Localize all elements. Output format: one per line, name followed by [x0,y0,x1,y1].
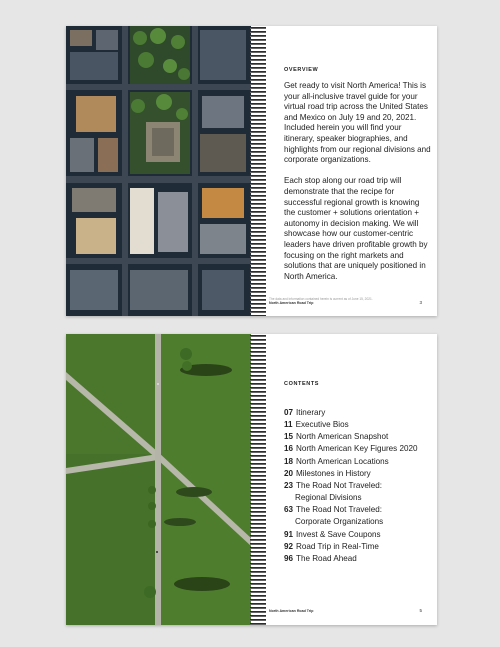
toc-title: Road Trip in Real-Time [296,541,379,551]
toc-entry [284,431,417,443]
page-number: 5 [419,608,422,613]
toc-title: North American Snapshot [296,432,389,442]
toc-page-number: 11 [284,420,293,430]
toc-page-number: 91 [284,529,294,539]
table-of-contents [284,407,417,565]
overview-heading: OVERVIEW [284,67,319,73]
toc-page-number: 18 [284,456,294,466]
toc-page-number: 92 [284,541,294,551]
toc-title: Invest & Save Coupons [296,529,381,539]
overview-body [284,81,432,293]
toc-entry [284,529,417,541]
toc-entry [284,407,417,419]
toc-page-number: 23 [284,480,294,490]
toc-entry [284,419,417,431]
overview-paragraph-2: Each stop along our road trip will demonstrate that the recipe for successful regional growth is knowing the customer + solutions orientation + autonomy in decision making. We will showcase how our customer-centric leaders have driven profitable growth by focusing on the right markets and solutions that are uniquely positioned in North America. [284,176,428,281]
toc-entry [284,553,417,565]
page-number: 3 [419,300,422,305]
toc-entry [284,443,417,455]
overview-spread [66,26,437,316]
toc-entry [284,456,417,468]
toc-entry-continuation: Regional Divisions [295,493,362,503]
contents-heading: CONTENTS [284,381,320,387]
toc-page-number: 96 [284,553,294,563]
toc-page-number: 15 [284,432,294,442]
data-currency-note: The data and information contained herein is current as of June 15, 2021. [269,297,373,301]
overview-paragraph-1: Get ready to visit North America! This is your all-inclusive travel guide for your virtual road trip across the United States and Mexico on July 19 and 20, 2021. Included herein you will find your itinerary, speaker biographies, and highlights from our regional divisions and corporate organizations. [284,81,431,165]
toc-title: The Road Not Traveled: [296,480,382,490]
toc-title: The Road Not Traveled: [296,505,382,515]
toc-page-number: 16 [284,444,294,454]
toc-entry [284,504,417,516]
toc-entry [284,541,417,553]
toc-page-number: 20 [284,468,294,478]
toc-page-number: 07 [284,408,294,417]
spiral-binding [250,334,266,625]
running-footer-title: North American Road Trip [269,301,314,305]
toc-title: North American Locations [296,456,389,466]
contents-spread [66,334,437,625]
aerial-city-photo [66,26,251,316]
spiral-binding [250,26,266,316]
overview-page [266,26,437,316]
running-footer-title: North American Road Trip [269,609,314,613]
toc-page-number: 63 [284,505,294,515]
toc-entry-continuation: Corporate Organizations [295,517,384,527]
contents-page [266,334,437,625]
aerial-road-field-photo [66,334,251,625]
toc-title: Itinerary [296,408,326,417]
toc-title: North American Key Figures 2020 [296,444,418,454]
toc-entry [284,468,417,480]
toc-title: Milestones in History [296,468,371,478]
toc-title: The Road Ahead [296,553,357,563]
toc-title: Executive Bios [295,420,349,430]
toc-entry [284,480,417,492]
